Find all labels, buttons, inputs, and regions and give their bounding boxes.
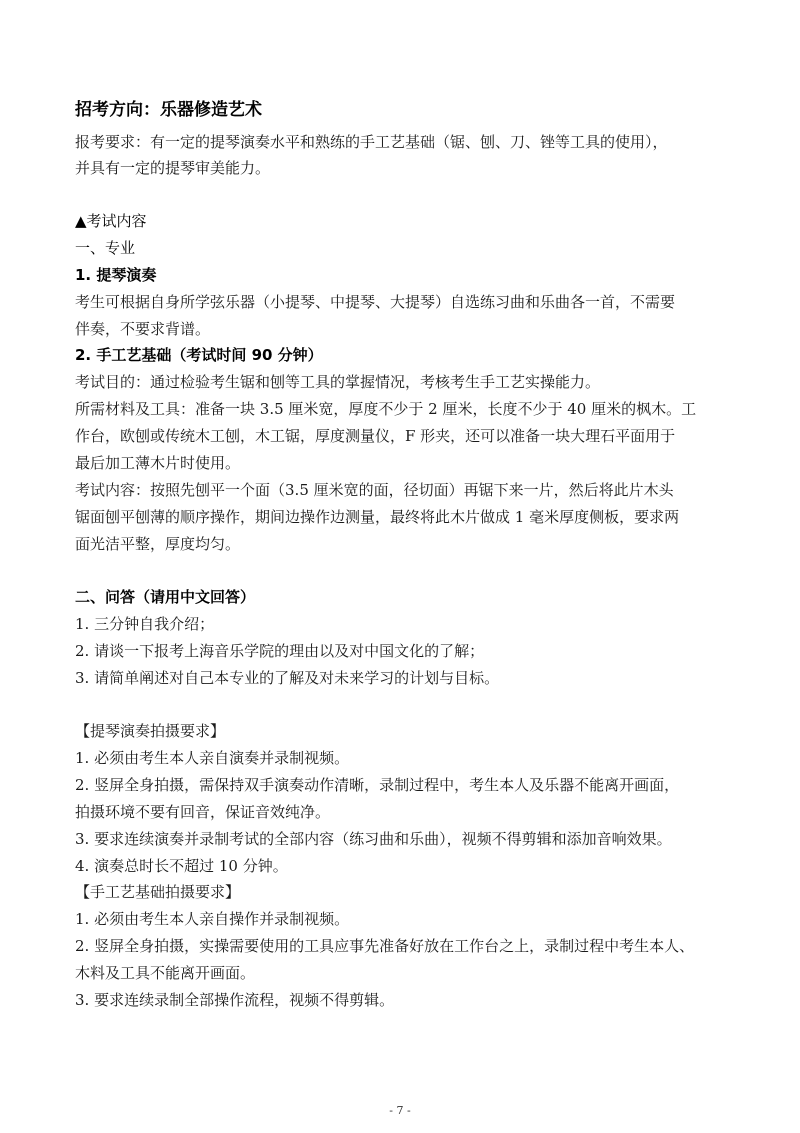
craft-filming-heading: 【手工艺基础拍摄要求】	[75, 883, 241, 901]
craft-text-line: 所需材料及工具：准备一块 3.5 厘米宽，厚度不少于 2 厘米，长度不少于 40 厘米的枫木。工	[75, 400, 697, 418]
requirement-line-1: 报考要求：有一定的提琴演奏水平和熟练的手工艺基础（锯、刨、刀、锉等工具的使用），	[75, 133, 668, 151]
page-title: 招考方向：乐器修造艺术	[75, 100, 262, 120]
qa-item: 1. 三分钟自我介绍；	[75, 615, 215, 633]
page-number: - 7 -	[389, 1104, 411, 1117]
craft-text-line: 面光洁平整，厚度均匀。	[75, 535, 241, 553]
violin-filming-item: 2. 竖屏全身拍摄，需保持双手演奏动作清晰，录制过程中，考生本人及乐器不能离开画面，	[75, 776, 680, 794]
item-violin-heading: 1. 提琴演奏	[75, 266, 157, 284]
violin-filming-item: 3. 要求连续演奏并录制考试的全部内容（练习曲和乐曲），视频不得剪辑和添加音响效果。	[75, 830, 672, 848]
section-2-heading: 二、问答（请用中文回答）	[75, 588, 256, 606]
craft-filming-item: 1. 必须由考生本人亲自操作并录制视频。	[75, 910, 350, 928]
craft-filming-item: 木料及工具不能离开画面。	[75, 964, 256, 982]
violin-filming-item: 拍摄环境不要有回音，保证音效纯净。	[75, 803, 331, 821]
craft-filming-item: 2. 竖屏全身拍摄，实操需要使用的工具应事先准备好放在工作台之上，录制过程中考生本人、	[75, 937, 695, 955]
qa-item: 3. 请简单阐述对自己本专业的了解及对未来学习的计划与目标。	[75, 669, 500, 687]
requirement-line-2: 并具有一定的提琴审美能力。	[75, 159, 271, 177]
craft-text-line: 作台，欧刨或传统木工刨，木工锯，厚度测量仪，F 形夹，还可以准备一块大理石平面用于	[75, 427, 676, 445]
craft-filming-item: 3. 要求连续录制全部操作流程，视频不得剪辑。	[75, 991, 395, 1009]
violin-filming-heading: 【提琴演奏拍摄要求】	[75, 722, 226, 740]
violin-text-line: 考生可根据自身所学弦乐器（小提琴、中提琴、大提琴）自选练习曲和乐曲各一首，不需要	[75, 293, 676, 311]
craft-text-line: 锯面刨平刨薄的顺序操作，期间边操作边测量，最终将此木片做成 1 毫米厚度侧板，要求两	[75, 508, 680, 526]
violin-filming-item: 1. 必须由考生本人亲自演奏并录制视频。	[75, 749, 350, 767]
qa-item: 2. 请谈一下报考上海音乐学院的理由以及对中国文化的了解；	[75, 642, 485, 660]
section-1-heading: 一、专业	[75, 239, 136, 257]
craft-text-line: 最后加工薄木片时使用。	[75, 454, 241, 472]
violin-filming-item: 4. 演奏总时长不超过 10 分钟。	[75, 857, 288, 875]
exam-content-heading: ▲考试内容	[75, 212, 147, 230]
craft-text-line: 考试内容：按照先刨平一个面（3.5 厘米宽的面，径切面）再锯下来一片，然后将此片木头	[75, 481, 674, 499]
violin-text-line: 伴奏，不要求背谱。	[75, 320, 211, 338]
craft-text-line: 考试目的：通过检验考生锯和刨等工具的掌握情况，考核考生手工艺实操能力。	[75, 373, 601, 391]
item-craft-heading: 2. 手工艺基础（考试时间 90 分钟）	[75, 346, 323, 364]
